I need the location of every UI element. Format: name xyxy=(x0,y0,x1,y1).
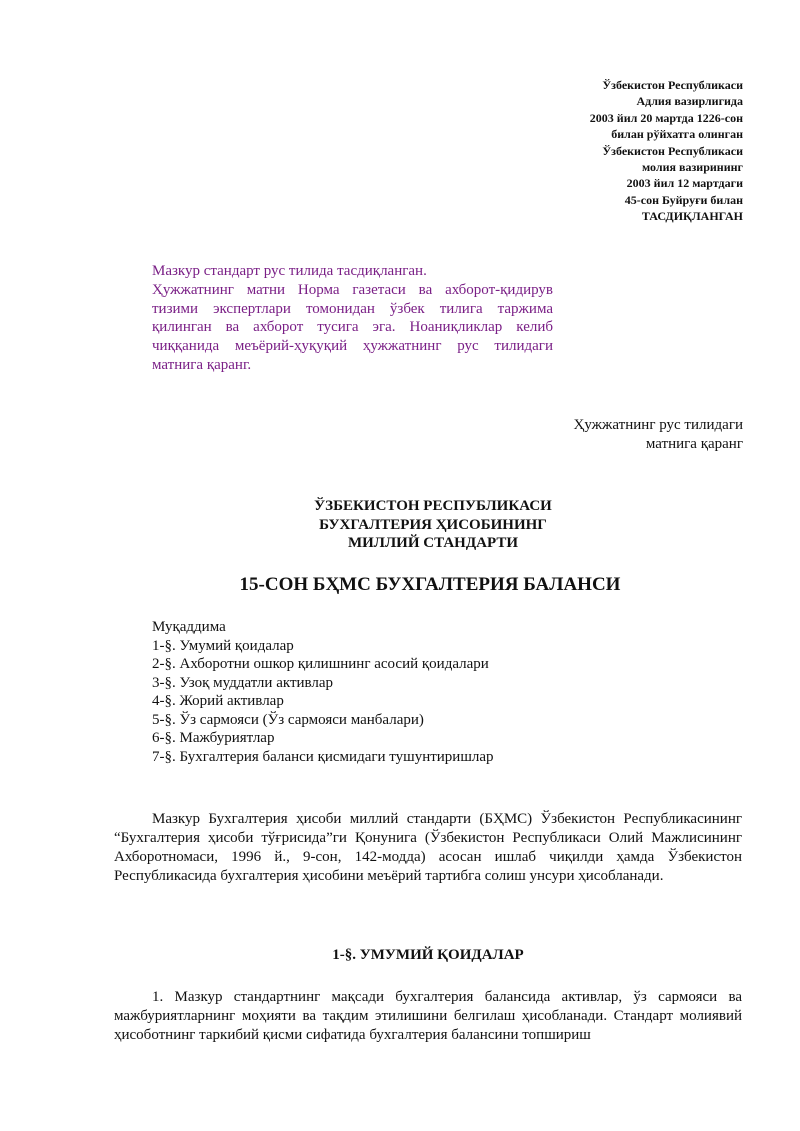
approval-stamp-block xyxy=(590,77,743,225)
section-paragraph: 1. Мазкур стандартнинг мақсади бухгалтерия балансида активлар, ўз сармояси ва мажбуриятларнинг моҳияти ва тақдим этилишини белгилаш ҳисобланади. Стандарт молиявий ҳисоботнинг таркибий қисми сифатида бухгалтерия балансини топшириш xyxy=(114,989,742,1043)
approval-line: Ўзбекистон Республикаси xyxy=(602,143,743,158)
approval-line: 45-сон Буйруғи билан xyxy=(624,192,743,207)
notice-line: қилинган ва ахборот тусига эга. Ноаниқликлар келиб xyxy=(152,319,553,336)
approval-line: молия вазирининг xyxy=(642,160,743,175)
heading-line: БУХГАЛТЕРИЯ ҲИСОБИНИНГ xyxy=(319,516,547,533)
approval-line: 2003 йил 20 мартда 1226-сон xyxy=(589,110,743,125)
translation-notice xyxy=(152,262,553,375)
intro-paragraph: Мазкур Бухгалтерия ҳисоби миллий стандарти (БҲМС) Ўзбекистон Республикасининг “Бухгалтерия ҳисоби тўғрисида”ги Қонунига (Ўзбекистон Республикаси Олий Мажлисининг Ахборотномаси, 1996 й., 9-сон, 142-модда) асосан ишлаб чиқилди ҳамда Ўзбекистон Республикасида бухгалтерия ҳисобини меъёрий тартибга солиш унсури ҳисобланади. xyxy=(114,811,742,884)
see-russian-text-note xyxy=(574,416,743,454)
notice-line: Мазкур стандарт рус тилида тасдиқланган. xyxy=(152,263,427,279)
table-of-contents xyxy=(152,618,494,766)
notice-line: чиққанида меъёрий-ҳуқуқий ҳужжатнинг рус тилидаги xyxy=(152,338,553,355)
toc-item: 1-§. Умумий қоидалар xyxy=(152,637,294,654)
notice-line: Ҳужжатнинг матни Норма газетаси ва ахборот-қидирув xyxy=(152,281,553,298)
standard-heading xyxy=(0,497,800,553)
section-heading: 1-§. УМУМИЙ ҚОИДАЛАР xyxy=(332,947,524,963)
approval-line: Адлия вазирлигида xyxy=(636,94,743,109)
notice-line: матнига қаранг. xyxy=(152,356,252,373)
toc-item: Муқаддима xyxy=(152,619,226,635)
toc-item: 4-§. Жорий активлар xyxy=(152,693,284,709)
approval-line: Ўзбекистон Республикаси xyxy=(602,78,743,92)
note-line: матнига қаранг xyxy=(645,436,743,452)
heading-line: ЎЗБЕКИСТОН РЕСПУБЛИКАСИ xyxy=(314,498,552,514)
heading-line: МИЛЛИЙ СТАНДАРТИ xyxy=(347,535,519,551)
toc-item: 3-§. Узоқ муддатли активлар xyxy=(152,674,334,691)
note-line: Ҳужжатнинг рус тилидаги xyxy=(573,417,743,433)
approval-line: ТАСДИҚЛАНГАН xyxy=(641,209,743,224)
toc-item: 6-§. Мажбуриятлар xyxy=(152,730,275,746)
toc-item: 2-§. Ахборотни ошкор қилишнинг асосий қоидалари xyxy=(152,656,489,672)
toc-item: 7-§. Бухгалтерия баланси қисмидаги тушунтиришлар xyxy=(152,748,494,765)
approval-line: 2003 йил 12 мартдаги xyxy=(626,176,743,191)
notice-line: тизими экспертлари томонидан ўзбек тилига таржима xyxy=(152,300,553,317)
approval-line: билан рўйхатга олинган xyxy=(611,127,743,142)
toc-item: 5-§. Ўз сармояси (Ўз сармояси манбалари) xyxy=(152,711,424,728)
document-title: 15-СОН БҲМС БУХГАЛТЕРИЯ БАЛАНСИ xyxy=(239,574,621,595)
